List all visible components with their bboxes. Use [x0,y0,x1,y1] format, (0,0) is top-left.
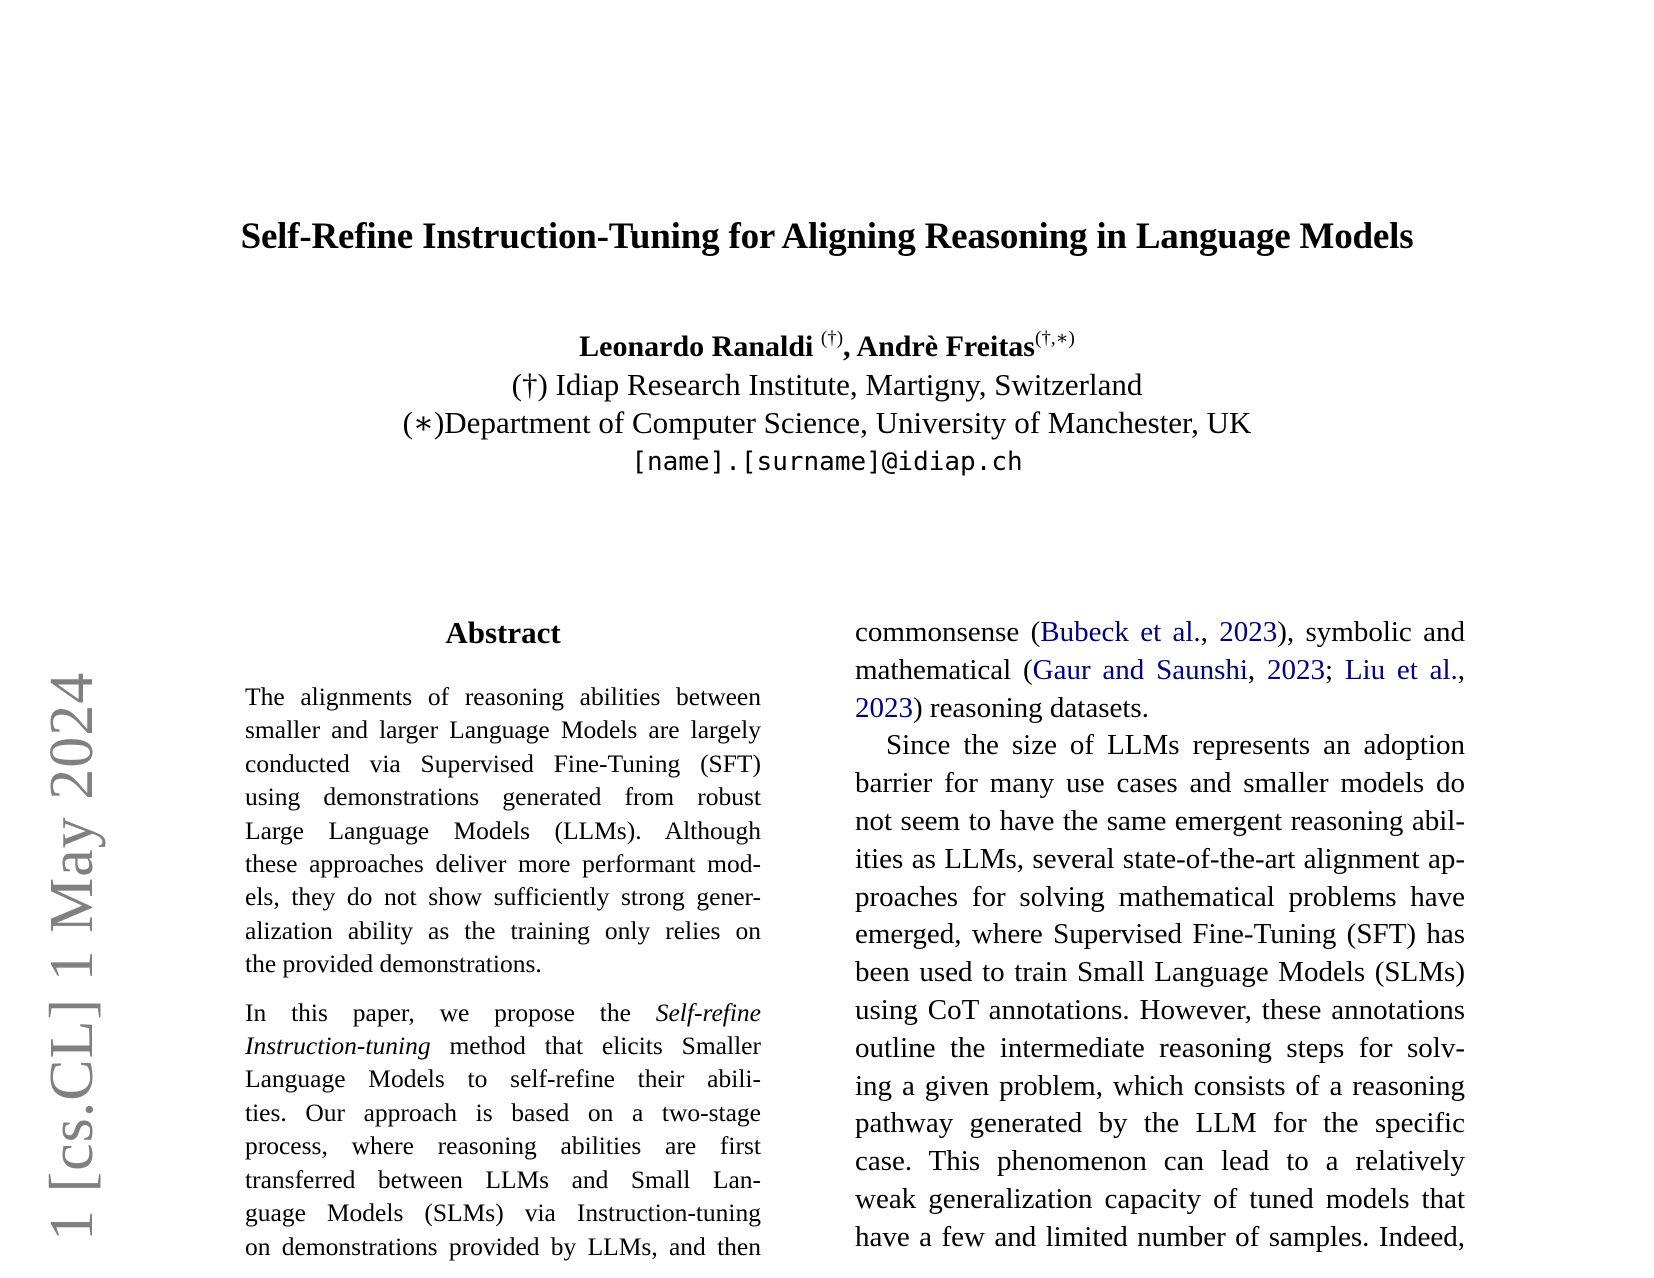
text-run: , [1200,616,1220,648]
text-line: The alignments of reasoning abilities between [245,682,761,711]
text-line: guage Models (SLMs) via Instruction-tuning [245,1198,761,1228]
affiliation-manchester: (∗)Department of Computer Science, University of Manchester, UK [402,405,1252,440]
author-block [0,328,1654,482]
citation-link-gaur-year[interactable]: 2023 [1266,653,1325,686]
author-email: [name].[surname]@idiap.ch [631,447,1023,477]
citation-link-gaur[interactable]: Gaur and Saunshi [1032,653,1248,686]
text-line [855,652,1465,690]
text-line [855,690,1465,728]
text-line: have a few and limited number of samples. Indeed, [855,1220,1465,1253]
text-line: outline the intermediate reasoning steps for solv- [855,1031,1465,1064]
method-name-italic: Self-refine [655,997,761,1027]
abstract-paragraph-2 [245,996,761,1263]
body-paragraph-2 [855,727,1465,1256]
text-line [245,1029,761,1062]
author-name: Andrè Freitas [856,330,1035,363]
text-line: not seem to have the same emergent reasoning abil- [855,804,1465,837]
text-line: Large Language Models (LLMs). Although [245,815,761,845]
text-line: emerged, where Supervised Fine-Tuning (SFT) has [855,918,1465,951]
paper-title: Self-Refine Instruction-Tuning for Aligning Reasoning in Language Models [240,216,1414,257]
text-run: , [1457,653,1466,686]
text-run: commonsense ( [855,616,1041,648]
text-line [855,614,1465,652]
abstract-heading: Abstract [445,615,561,650]
abstract-paragraph-1 [245,680,761,981]
text-line: ing a given problem, which consists of a reasoning [855,1069,1465,1102]
text-line [245,996,761,1029]
citation-link-bubeck-year[interactable]: 2023 [1219,616,1278,648]
text-line: these approaches deliver more performant mod- [245,849,761,879]
author-separator: , [843,330,857,363]
text-line: using CoT annotations. However, these annotations [855,993,1465,1026]
text-line: barrier for many use cases and smaller models do [855,767,1465,800]
text-line: pathway generated by the LLM for the specific [855,1107,1465,1140]
text-line: case. This phenomenon can lead to a relatively [855,1145,1465,1178]
left-column [245,612,761,1278]
text-line: smaller and larger Language Models are largely [245,715,761,745]
text-line: proaches for solving mathematical problems have [855,880,1465,913]
text-run: , [1247,653,1267,686]
text-line: transferred between LLMs and Small Lan- [245,1164,761,1194]
text-run: In this paper, we propose the [245,997,656,1027]
text-line: Language Models to self-refine their abili- [245,1064,761,1094]
right-column [855,614,1465,1257]
affiliation-idiap: (†) Idiap Research Institute, Martigny, Switzerland [511,367,1143,402]
citation-link-liu[interactable]: Liu et al. [1344,653,1458,686]
affil-mark: (†) [820,328,844,349]
text-line: Since the size of LLMs represents an adoption [886,729,1465,762]
text-line: process, where reasoning abilities are first [245,1131,761,1161]
text-line: els, they do not show sufficiently strong gener- [245,882,761,912]
text-line: weak generalization capacity of tuned models that [855,1182,1465,1215]
text-line: the provided demonstrations. [245,949,542,979]
text-run: method that elicits Smaller [430,1031,761,1061]
author-name: Leonardo Ranaldi [579,330,814,363]
text-line: ties. Our approach is based on a two-stage [245,1097,761,1127]
method-name-italic: Instruction-tuning [245,1031,431,1061]
text-line: conducted via Supervised Fine-Tuning (SFT) [245,748,761,778]
text-line: ities as LLMs, several state-of-the-art alignment ap- [855,842,1465,875]
text-run: mathematical ( [855,653,1033,686]
text-run: ), symbolic and [1277,616,1465,648]
text-line: been used to train Small Language Models (SLMs) [855,956,1465,989]
text-line: using demonstrations generated from robust [245,782,761,812]
author-names [0,328,1654,366]
citation-link-liu-year[interactable]: 2023 [855,691,913,724]
affil-mark: (†,∗) [1035,328,1075,349]
text-run: ) reasoning datasets. [913,691,1149,724]
text-line: on demonstrations provided by LLMs, and then [245,1231,761,1261]
text-run: ; [1324,653,1345,686]
citation-link-bubeck[interactable]: Bubeck et al. [1040,616,1201,648]
arxiv-stamp: 1 [cs.CL] 1 May 2024 [38,671,106,1241]
text-line: alization ability as the training only relies on [245,915,761,945]
body-paragraph-1 [855,614,1465,727]
